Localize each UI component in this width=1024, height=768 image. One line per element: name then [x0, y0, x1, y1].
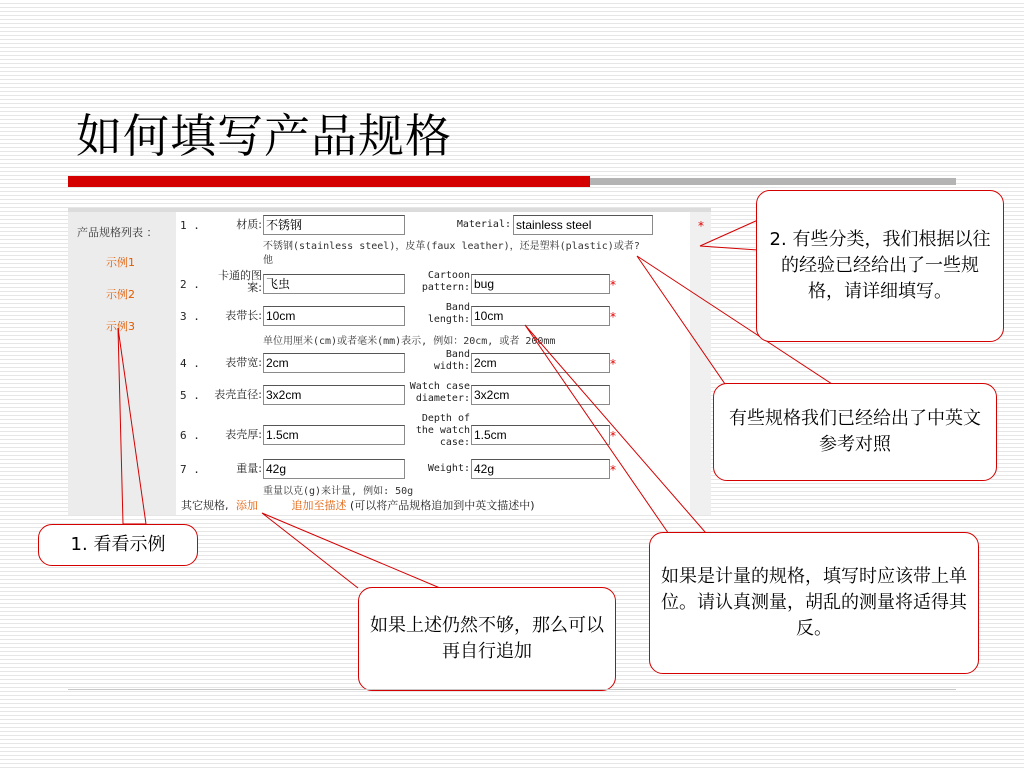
cn-case-depth-input[interactable]: 1.5cm [263, 425, 405, 445]
row-number: 4 . [180, 357, 200, 370]
title-underline-red [68, 176, 590, 187]
row-number: 5 . [180, 389, 200, 402]
unit-hint: 单位用厘米(cm)或者毫米(mm)表示, 例如：20cm, 或者 200mm [263, 336, 556, 347]
cn-pattern-input[interactable]: 飞虫 [263, 274, 405, 294]
required-mark: * [610, 278, 616, 292]
slide-title: 如何填写产品规格 [76, 109, 452, 163]
callout-include-units: 如果是计量的规格，填写时应该带上单位。请认真测量，胡乱的测量将适得其反。 [649, 532, 979, 674]
en-label-weight: Weight: [427, 463, 470, 474]
required-mark: * [698, 219, 704, 233]
spec-sidebar [68, 212, 176, 515]
en-label-case-depth: Depth of the watch case: [415, 413, 470, 448]
material-hint: 不锈钢(stainless steel)，皮革(faux leather)，还是塑料(plastic)或者? [263, 241, 640, 252]
en-material-input[interactable]: stainless steel [513, 215, 653, 235]
scrollbar[interactable] [690, 212, 711, 515]
cn-label-weight: 重量: [236, 462, 262, 475]
callout-bilingual-reference: 有些规格我们已经给出了中英文参考对照 [713, 383, 997, 481]
row-number: 2 . [180, 278, 200, 291]
row-number: 1 . [180, 219, 200, 232]
weight-hint: 重量以克(g)来计量, 例如: 50g [263, 486, 414, 497]
cn-band-width-input[interactable]: 2cm [263, 353, 405, 373]
row-number: 3 . [180, 310, 200, 323]
required-mark: * [610, 463, 616, 477]
cn-case-diameter-input[interactable]: 3x2cm [263, 385, 405, 405]
cn-weight-input[interactable]: 42g [263, 459, 405, 479]
other-specs-label: 其它规格, [181, 499, 229, 512]
required-mark: * [610, 357, 616, 371]
cn-label-case-depth: 表壳厚: [225, 428, 262, 441]
en-band-width-input[interactable]: 2cm [471, 353, 610, 373]
material-hint-cont: 他 [263, 255, 273, 266]
en-pattern-input[interactable]: bug [471, 274, 610, 294]
footer-rule [68, 689, 956, 690]
callout-suggested-specs: 2. 有些分类，我们根据以往的经验已经给出了一些规格，请详细填写。 [756, 190, 1004, 342]
cn-band-length-input[interactable]: 10cm [263, 306, 405, 326]
en-case-diameter-input[interactable]: 3x2cm [471, 385, 610, 405]
spec-form-screenshot [68, 208, 711, 515]
required-mark: * [610, 429, 616, 443]
en-label-band-width: Band width: [433, 349, 470, 372]
cn-label-band-width: 表带宽: [225, 356, 262, 369]
add-spec-link[interactable]: 添加 [236, 499, 258, 512]
other-specs-row [181, 497, 535, 513]
leader-add [262, 513, 440, 588]
title-underline-gray [590, 178, 956, 185]
required-mark: * [610, 310, 616, 324]
example-link-3[interactable]: 示例3 [106, 320, 135, 333]
row-number: 6 . [180, 429, 200, 442]
cn-material-input[interactable]: 不锈钢 [263, 215, 405, 235]
spec-list-header: 产品规格列表 ： [77, 226, 158, 239]
en-label-pattern: Cartoon pattern: [421, 270, 470, 293]
row-number: 7 . [180, 463, 200, 476]
callout-see-examples: 1. 看看示例 [38, 524, 198, 566]
en-weight-input[interactable]: 42g [471, 459, 610, 479]
en-band-length-input[interactable]: 10cm [471, 306, 610, 326]
append-to-description-link[interactable]: 追加至描述 [291, 499, 347, 512]
append-note: (可以将产品规格追加到中英文描述中) [350, 499, 535, 512]
cn-label-pattern: 卡通的图案: [218, 269, 262, 294]
cn-label-material: 材质: [236, 218, 262, 231]
en-case-depth-input[interactable]: 1.5cm [471, 425, 610, 445]
en-label-material: Material: [456, 219, 511, 230]
example-link-1[interactable]: 示例1 [106, 256, 135, 269]
callout-add-more: 如果上述仍然不够，那么可以再自行追加 [358, 587, 616, 691]
en-label-band-length: Band length: [427, 302, 470, 325]
en-label-case-diameter: Watch case diameter: [409, 381, 470, 404]
cn-label-case-diameter: 表壳直径: [214, 388, 262, 401]
cn-label-band-length: 表带长: [225, 309, 262, 322]
example-link-2[interactable]: 示例2 [106, 288, 135, 301]
